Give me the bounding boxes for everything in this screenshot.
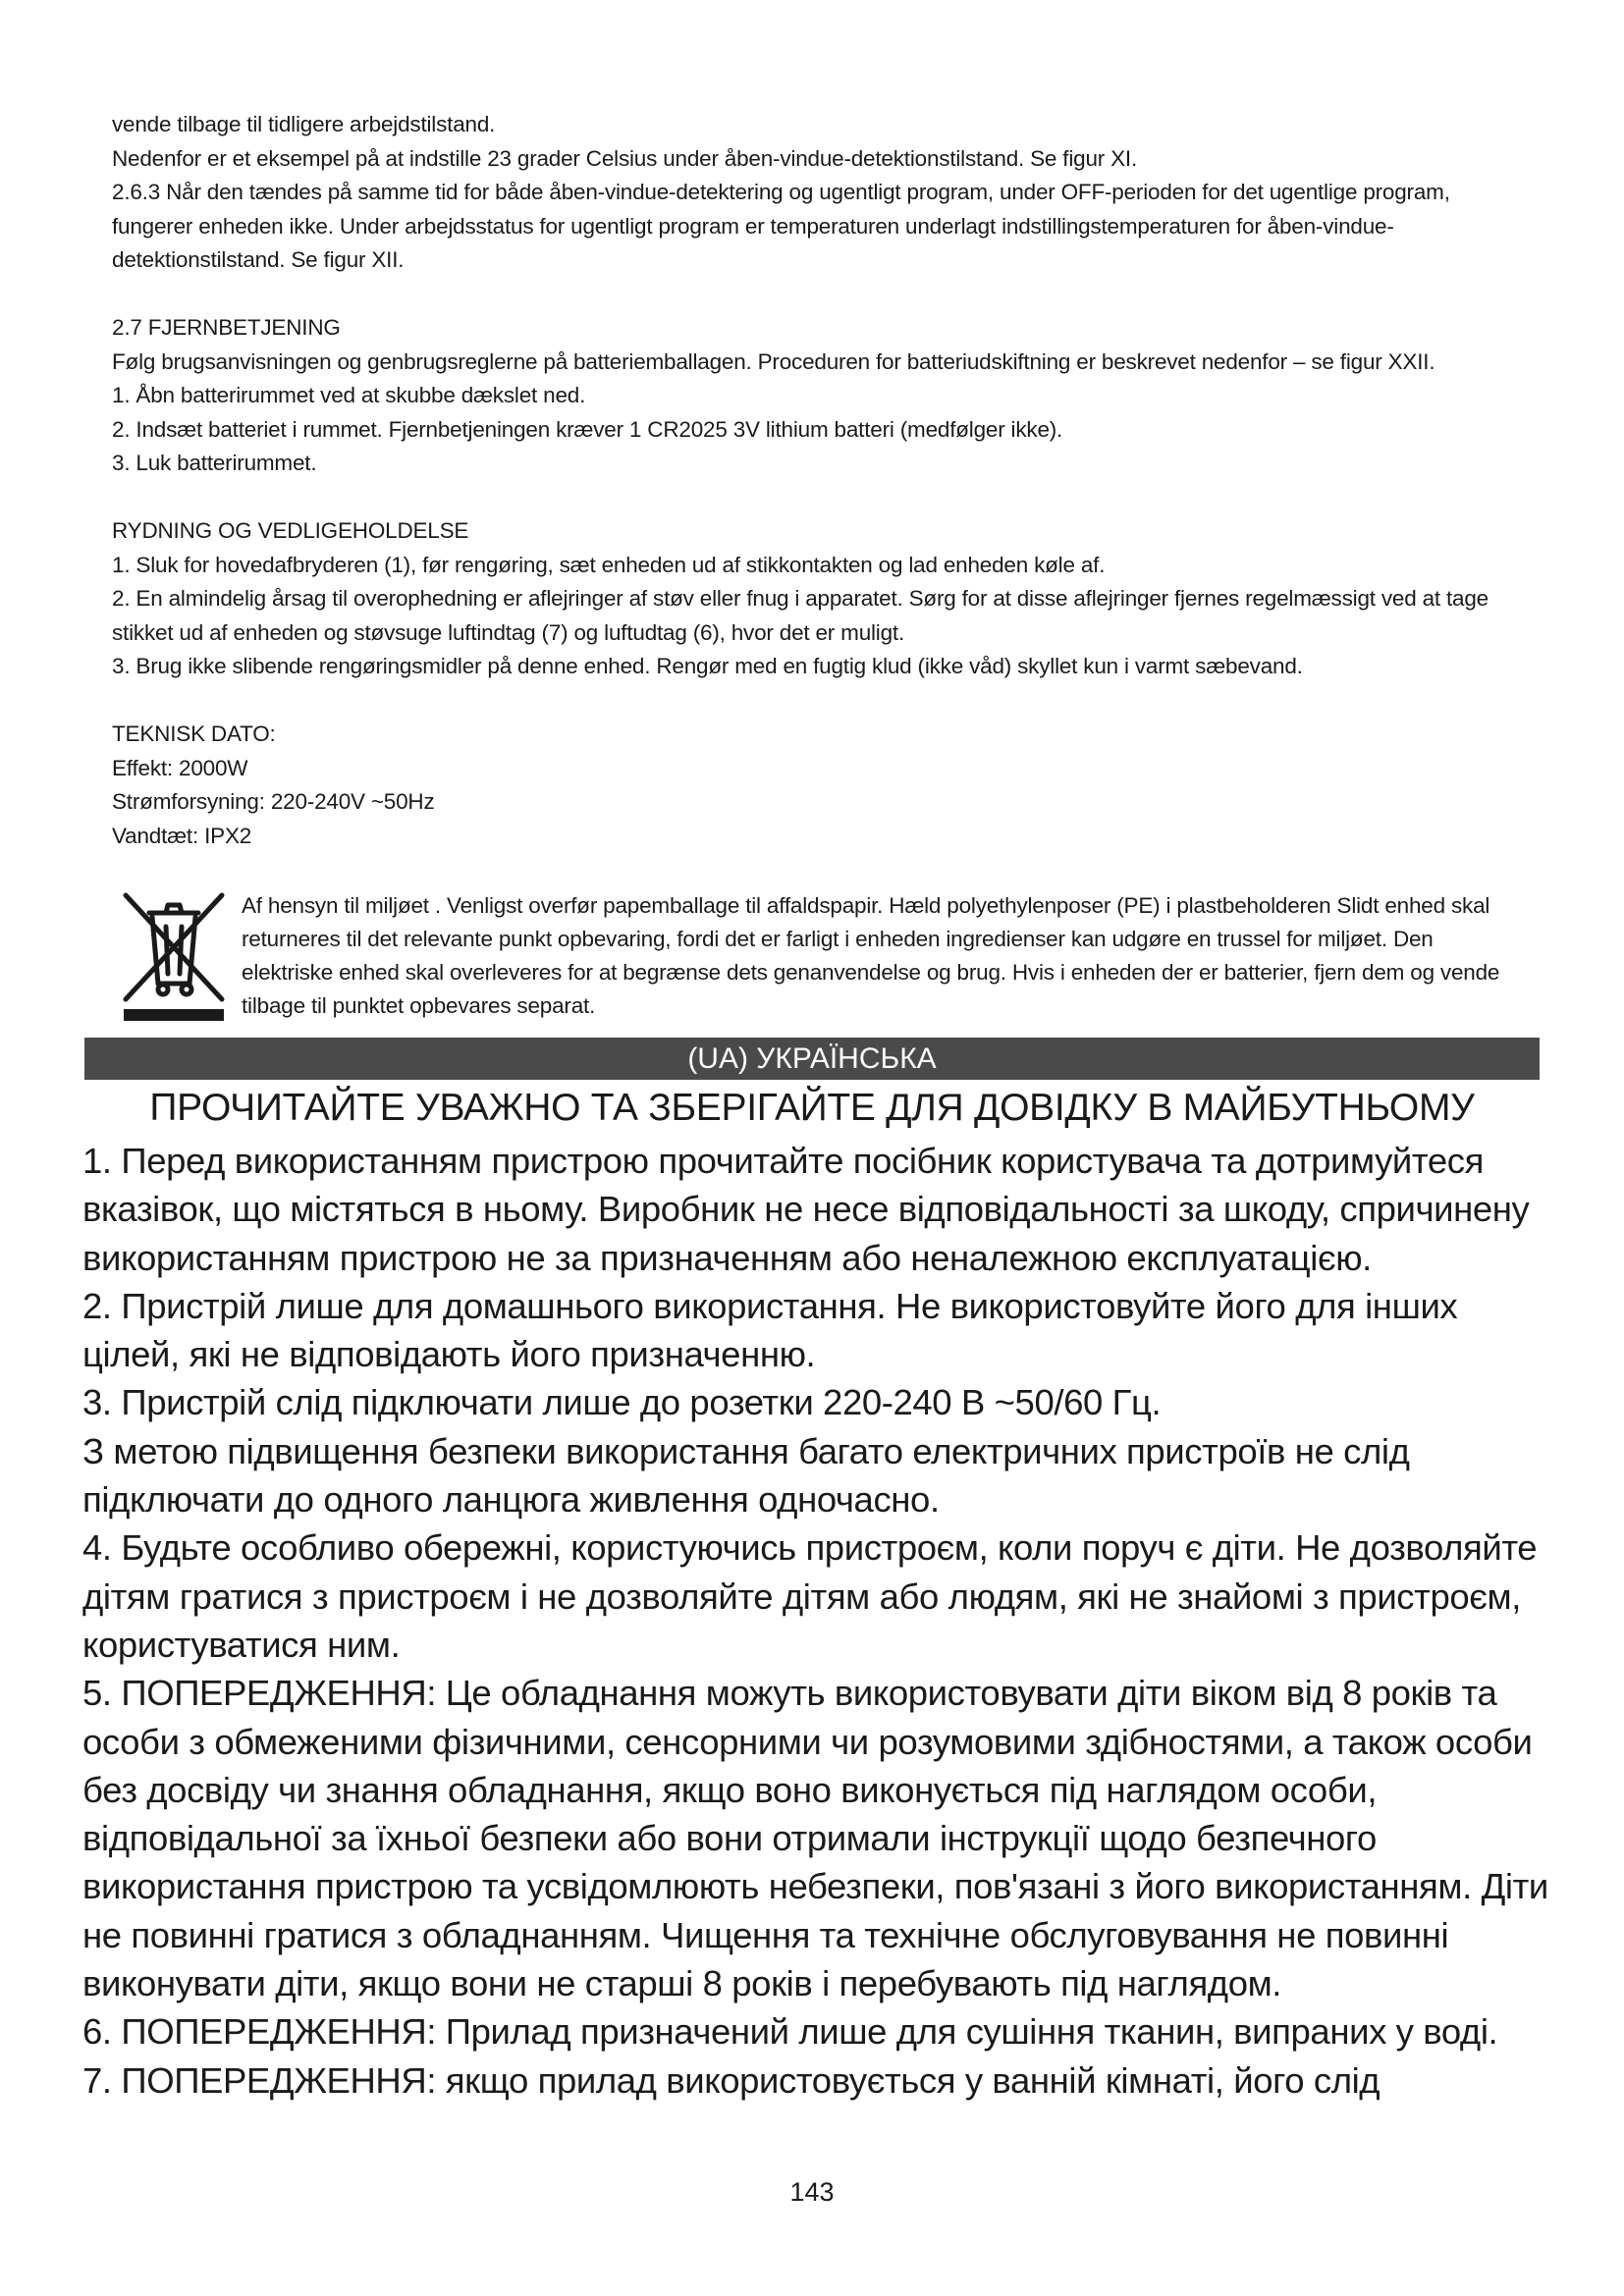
environment-text: Af hensyn til miljøet . Venligst overfør papemballage til affaldspapir. Hæld polyethylenposer (PE) i plastbeholderen Slidt enhed skal returneres til det relevante punkt opbevaring, fordi det er farligt i enheden ingredienser kan udgøre en trussel for miljøet. Den elektriske enhed skal overleveres for at begrænse dets genanvendelse og brug. Hvis i enheden der er batterier, fjern dem og vende tilbage til punktet opbevares separat. xyxy=(242,893,1500,1018)
list-item: 7. ПОПЕРЕДЖЕННЯ: якщо прилад використовується у ванній кімнаті, його слід xyxy=(82,2059,1380,2101)
list-item: 3. Brug ikke slibende rengøringsmidler på denne enhed. Rengør med en fugtig klud (ikke våd) skyllet kun i varmt sæbevand. xyxy=(112,654,1303,679)
crossed-out-bin-icon xyxy=(120,889,228,1023)
spec-line: Effekt: 2000W xyxy=(112,755,248,780)
section-heading-technical: TEKNISK DATO: xyxy=(112,721,276,746)
list-item: 4. Будьте особливо обережні, користуючись пристроєм, коли поруч є діти. Не дозволяйте дітям гратися з пристроєм і не дозволяйте дітям або людям, які не знайомі з пристроєм, користуватися ним. xyxy=(82,1527,1538,1665)
list-item: 3. Luk batterirummet. xyxy=(112,451,317,476)
list-item: 2. Indsæt batteriet i rummet. Fjernbetjeningen kræver 1 CR2025 3V lithium batteri (medfølger ikke). xyxy=(112,416,1063,442)
text-paragraph: vende tilbage til tidligere arbejdstilstand. xyxy=(112,112,496,136)
text-paragraph: Følg brugsanvisningen og genbrugsreglerne på batteriemballagen. Proceduren for batteriudskiftning er beskrevet nedenfor – se figur XXII. xyxy=(112,348,1435,374)
ukrainian-section xyxy=(82,1137,1555,2105)
list-item: 1. Перед використанням пристрою прочитайте посібник користувача та дотримуйтеся вказівок, що містяться в ньому. Виробник не несе відповідальності за шкоду, спричинену використанням пристрою не за призначенням або неналежною експлуатацією. xyxy=(82,1141,1530,1278)
list-item: 6. ПОПЕРЕДЖЕННЯ: Прилад призначений лише для сушіння тканин, випраних у воді. xyxy=(82,2011,1498,2053)
list-item: 1. Åbn batterirummet ved at skubbe dækslet ned. xyxy=(112,383,586,408)
list-item: 5. ПОПЕРЕДЖЕННЯ: Це обладнання можуть використовувати діти віком від 8 років та особи з обмеженими фізичними, сенсорними чи розумовими здібностями, а також особи без досвіду чи знання обладнання, якщо воно виконується під наглядом особи, відповідальної за їхньої безпеки або вони отримали інструкції щодо безпечного використання пристрою та усвідомлюють небезпеки, пов'язані з його використанням. Діти не повинні гратися з обладнанням. Чищення та технічне обслуговування не повинні виконувати діти, якщо вони не старші 8 років і перебувають під наглядом. xyxy=(82,1673,1548,2004)
page-number: 143 xyxy=(789,2177,835,2207)
language-banner: (UA) УКРАЇНСЬКА xyxy=(84,1038,1540,1080)
section-heading-remote: 2.7 FJERNBETJENING xyxy=(112,314,341,340)
list-item: 2. En almindelig årsag til overophedning er aflejringer af støv eller fnug i apparatet. Sørg for at disse aflejringer fjernes regelmæssigt ved at tage stikket ud af enheden og støvsuge luftindtag (7) og luftudtag (6), hvor det er muligt. xyxy=(112,586,1489,645)
spec-line: Vandtæt: IPX2 xyxy=(112,823,252,848)
text-paragraph: Nedenfor er et eksempel på at indstille 23 grader Celsius under åben-vindue-detektionstilstand. Se figur XI. xyxy=(112,145,1138,171)
list-item: 3. Пристрій слід підключати лише до розетки 220-240 В ~50/60 Гц. xyxy=(82,1382,1162,1423)
text-paragraph: 2.6.3 Når den tændes på samme tid for både åben-vindue-detektering og ugentligt program, under OFF-perioden for det ugentlige program, fungerer enheden ikke. Under arbejdsstatus for ugentligt program er temperaturen underlagt indstillingstemperaturen for åben-vindue-detektionstilstand. Se figur XII. xyxy=(112,180,1450,273)
environment-notice xyxy=(112,889,1526,1023)
spec-line: Strømforsyning: 220-240V ~50Hz xyxy=(112,789,435,815)
list-item: З метою підвищення безпеки використання багато електричних пристроїв не слід підключати до одного ланцюга живлення одночасно. xyxy=(82,1430,1410,1521)
list-item: 2. Пристрій лише для домашнього використання. Не використовуйте його для інших цілей, які не відповідають його призначенню. xyxy=(82,1285,1458,1375)
section-heading-cleaning: RYDNING OG VEDLIGEHOLDELSE xyxy=(112,517,469,543)
danish-section xyxy=(112,108,1526,853)
ukrainian-title: ПРОЧИТАЙТЕ УВАЖНО ТА ЗБЕРІГАЙТЕ ДЛЯ ДОВІДКУ В МАЙБУТНЬОМУ xyxy=(149,1087,1475,1129)
list-item: 1. Sluk for hovedafbryderen (1), før rengøring, sæt enheden ud af stikkontakten og lad enheden køle af. xyxy=(112,552,1106,577)
